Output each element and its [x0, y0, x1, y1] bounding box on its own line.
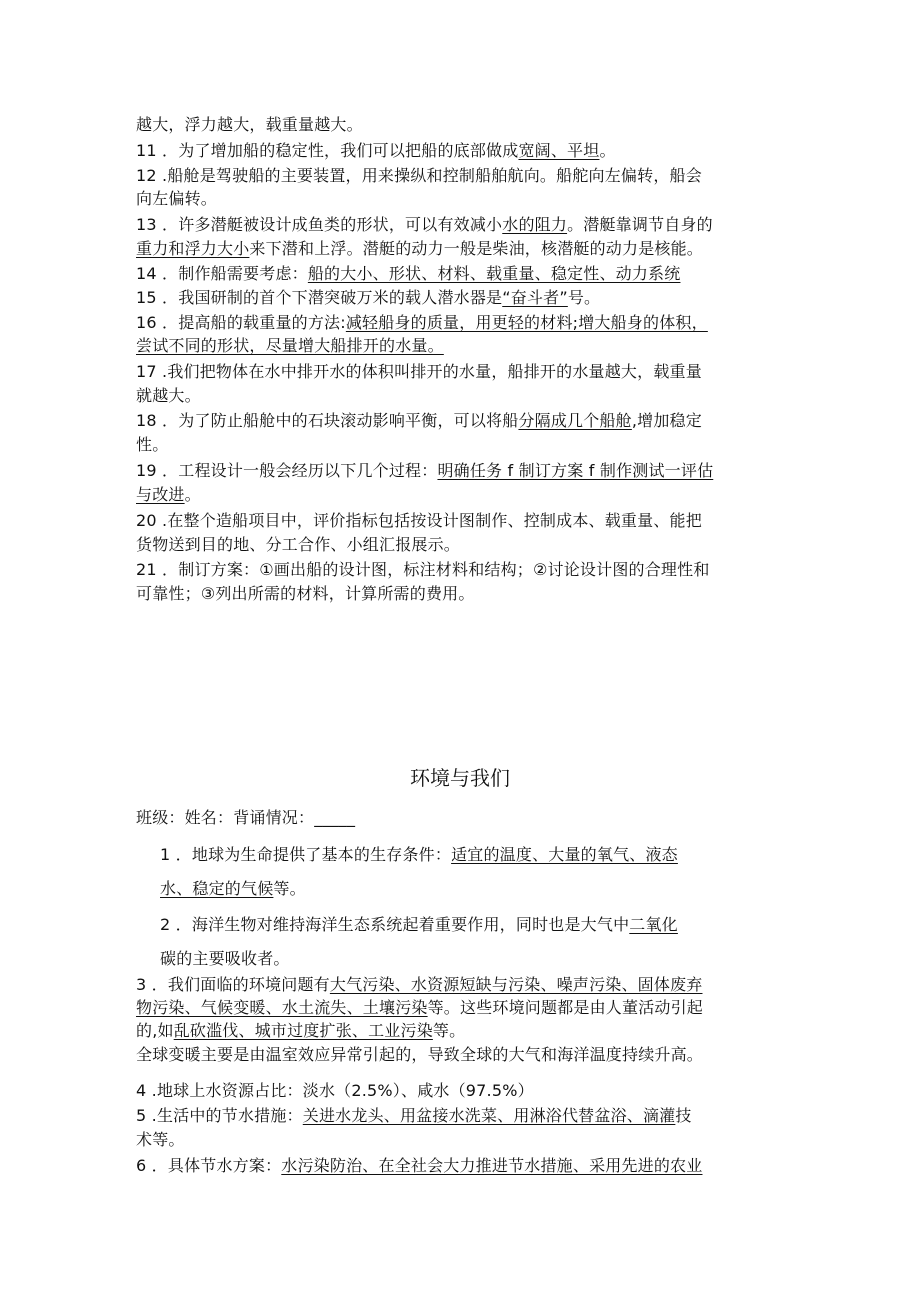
answer-underline: 船的大小、形状、材料、载重量、稳定性、动力系统 [307, 264, 681, 283]
text: 可靠性；③列出所需的材料，计算所需的费用。 [136, 584, 475, 603]
text-line [136, 434, 168, 456]
item-12 [136, 165, 702, 187]
answer-underline: 适宜的温度、大量的氧气、液态 [451, 845, 678, 864]
item-18 [136, 410, 702, 432]
text: 5 .生活中的节水措施： [136, 1106, 303, 1125]
text-line [136, 1129, 185, 1151]
answer-underline: 乱砍滥伐、城市过度扩张、工业污染 [173, 1021, 433, 1040]
text: 术等。 [136, 1130, 185, 1149]
section-title: 环境与我们 [410, 766, 510, 790]
answer-underline: 关进水龙头、用盆接水洗菜、用淋浴代替盆浴、滴灌 [302, 1106, 676, 1125]
text: 6 ．具体节水方案： [136, 1156, 282, 1175]
text-line [136, 484, 201, 506]
item-5 [136, 1105, 692, 1127]
text-line [136, 238, 703, 260]
text: 就越大。 [136, 386, 201, 405]
item-21 [136, 559, 710, 581]
text: 4 .地球上水资源占比：淡水（2.5%）、咸水（97.5%） [136, 1081, 534, 1100]
answer-underline: 水污染防治、在全社会大力推进节水措施、采用先进的农业 [281, 1156, 703, 1175]
text-line [136, 583, 475, 605]
text: 。 [599, 141, 616, 160]
item-14 [136, 263, 680, 285]
text: ,增加稳定 [631, 411, 702, 430]
text: 2 ．海洋生物对维持海洋生态系统起着重要作用，同时也是大气中 [160, 915, 630, 934]
student-info-header [136, 807, 355, 829]
text-line [160, 948, 290, 970]
text: 21 ．制订方案：①画出船的设计图，标注材料和结构；②讨论设计图的合理性和 [136, 560, 710, 579]
item-6 [136, 1155, 702, 1177]
answer-underline: 二氧化 [629, 915, 678, 934]
text: 11 ．为了增加船的稳定性，我们可以把船的底部做成 [136, 141, 519, 160]
answer-underline: 水、稳定的气候 [160, 879, 274, 898]
answer-underline: 与改进 [136, 485, 185, 504]
answer-underline: 重力和浮力大小 [136, 239, 250, 258]
blank-field: _____ [314, 808, 356, 827]
text-line [136, 1020, 465, 1042]
answer-underline: 分隔成几个船舱 [518, 411, 632, 430]
text-line [136, 385, 201, 407]
text: 1 ．地球为生命提供了基本的生存条件： [160, 845, 452, 864]
text: 20 .在整个造船项目中，评价指标包括按设计图制作、控制成本、载重量、能把 [136, 511, 702, 530]
text: 13 ．许多潜艇被设计成鱼类的形状，可以有效减小 [136, 215, 503, 234]
item-20 [136, 510, 702, 532]
item-11 [136, 140, 616, 162]
text: 等。 [432, 1021, 466, 1040]
text: 16 ．提高船的载重量的方法: [136, 313, 346, 332]
item-4 [136, 1080, 534, 1102]
answer-underline: 减轻船身的质量，用更轻的材料;增大船身的体积， [345, 313, 708, 332]
item-1 [160, 844, 678, 866]
answer-underline: 宽阔、平坦 [518, 141, 600, 160]
answer-underline: 大气污染、水资源短缺与污染、噪声污染、固体废弃 [329, 975, 703, 994]
item-3 [136, 974, 702, 996]
text: 14 ．制作船需要考虑： [136, 264, 308, 283]
text: 等。 [273, 879, 306, 898]
text: 技 [675, 1106, 692, 1125]
text: 性。 [136, 435, 169, 454]
text: 19 ．工程设计一般会经历以下几个过程： [136, 461, 438, 480]
text: 18 ．为了防止船舱中的石块滚动影响平衡，可以将船 [136, 411, 519, 430]
item-13 [136, 214, 713, 236]
answer-underline: 水的阻力 [502, 215, 568, 234]
text: 号。 [567, 288, 601, 307]
answer-underline: 物污染、气候变暖、水土流失、土壤污染 [136, 998, 428, 1017]
text: 越大，浮力越大，载重量越大。 [136, 115, 363, 134]
text: 来下潜和上浮。潜艇的动力一般是柴油，核潜艇的动力是核能。 [249, 239, 704, 258]
text-line [136, 114, 363, 136]
answer-underline: 尝试不同的形状，尽量增大船排开的水量。 [136, 336, 444, 355]
answer-underline: 明确任务 f 制订方案 f 制作测试一评估 [437, 461, 714, 480]
text: 向左偏转。 [136, 189, 218, 208]
item-2 [160, 914, 678, 936]
text: 货物送到目的地、分工合作、小组汇报展示。 [136, 535, 461, 554]
text-line [136, 1044, 703, 1066]
text: 12 .船舱是驾驶船的主要装置，用来操纵和控制船舶航向。船舵向左偏转，船会 [136, 166, 702, 185]
text: 3 ．我们面临的环境问题有 [136, 975, 330, 994]
item-16 [136, 312, 708, 334]
answer-underline: “奋斗者” [502, 288, 568, 307]
text: 的,如 [136, 1021, 174, 1040]
item-19 [136, 460, 713, 482]
text: 全球变暖主要是由温室效应异常引起的，导致全球的大气和海洋温度持续升高。 [136, 1045, 704, 1064]
text: 17 .我们把物体在水中排开水的体积叫排开的水量，船排开的水量越大，载重量 [136, 362, 702, 381]
text: 15 ．我国研制的首个下潜突破万米的载人潜水器是 [136, 288, 503, 307]
text-line [136, 534, 460, 556]
text: 等。这些环境问题都是由人董活动引起 [427, 998, 704, 1017]
item-15 [136, 287, 600, 309]
text: 碳的主要吸收者。 [160, 949, 290, 968]
text-line [136, 997, 703, 1019]
text: 。 [184, 485, 201, 504]
text-line [136, 188, 217, 210]
text-line [136, 335, 444, 357]
text: 班级：姓名：背诵情况： [136, 808, 315, 827]
item-17 [136, 361, 702, 383]
text-line [160, 878, 306, 900]
text: 。潜艇靠调节自身的 [567, 215, 713, 234]
